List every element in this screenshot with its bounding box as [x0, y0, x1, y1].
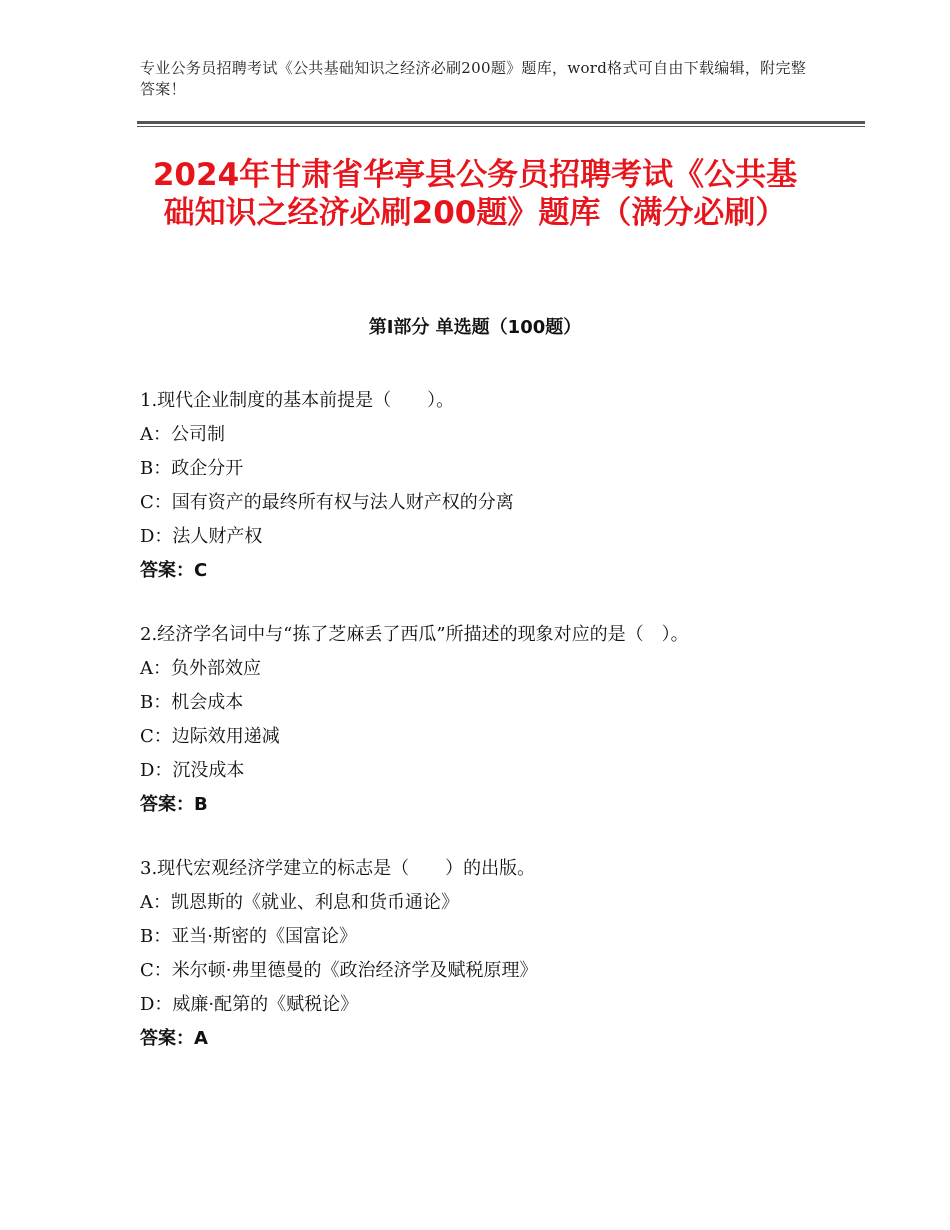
document-title: 2024年甘肃省华亭县公务员招聘考试《公共基础知识之经济必刷200题》题库（满分必刷）: [152, 157, 798, 231]
question-text: 3.现代宏观经济学建立的标志是（ ）的出版。: [140, 858, 536, 879]
question-3: [140, 852, 820, 1056]
question-text: 1.现代企业制度的基本前提是（ ）。: [140, 390, 455, 411]
option-b: B：政企分开: [140, 458, 244, 479]
option-b: B：亚当·斯密的《国富论》: [140, 926, 357, 947]
option-a: A：凯恩斯的《就业、利息和货币通论》: [140, 892, 459, 913]
question-text: 2.经济学名词中与“拣了芝麻丢了西瓜”所描述的现象对应的是（ ）。: [140, 624, 689, 645]
header-note: 专业公务员招聘考试《公共基础知识之经济必刷200题》题库，word格式可自由下载编辑，附完整答案！: [140, 59, 807, 98]
question-2: [140, 618, 820, 822]
header-divider-thin: [137, 126, 865, 127]
option-c: C：边际效用递减: [140, 726, 280, 747]
option-a: A：负外部效应: [140, 658, 261, 679]
question-1: [140, 384, 820, 588]
option-a: A：公司制: [140, 424, 225, 445]
option-d: D：法人财产权: [140, 526, 263, 547]
header-divider-thick: [137, 121, 865, 124]
answer: 答案：C: [140, 560, 208, 581]
question-list: [140, 384, 820, 1086]
option-c: C：国有资产的最终所有权与法人财产权的分离: [140, 492, 514, 513]
answer: 答案：A: [140, 1028, 208, 1049]
section-title: 第Ⅰ部分 单选题（100题）: [368, 317, 582, 338]
option-d: D：威廉·配第的《赋税论》: [140, 994, 359, 1015]
option-c: C：米尔顿·弗里德曼的《政治经济学及赋税原理》: [140, 960, 538, 981]
option-d: D：沉没成本: [140, 760, 245, 781]
answer: 答案：B: [140, 794, 208, 815]
option-b: B：机会成本: [140, 692, 244, 713]
